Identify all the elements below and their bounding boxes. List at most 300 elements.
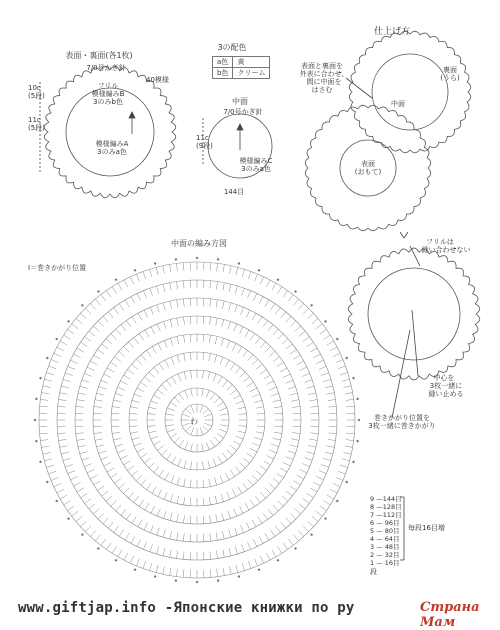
- stitch-mark: [124, 488, 130, 494]
- stitch-mark: [129, 426, 137, 427]
- stitch-mark: [321, 465, 329, 468]
- stitch-mark: [242, 269, 244, 277]
- middle-dim-a: 11c: [196, 134, 209, 142]
- finish-note-2: 外表に合わせ、: [300, 70, 349, 78]
- stitch-mark: [170, 513, 172, 521]
- row-count: 1 — 16目: [370, 560, 400, 567]
- stitch-mark: [121, 325, 126, 331]
- stitch-mark: [132, 364, 138, 369]
- stitch-mark: [203, 480, 204, 488]
- stitch-mark: [324, 335, 331, 339]
- stitch-mark: [254, 559, 257, 566]
- whipstitch-mark: [217, 258, 219, 260]
- stitch-mark: [328, 439, 336, 440]
- stitch-mark: [273, 329, 278, 335]
- stitch-mark: [309, 439, 317, 440]
- stitch-mark: [80, 386, 88, 388]
- stitch-mark: [132, 317, 136, 324]
- stitch-mark: [163, 284, 165, 292]
- stitch-mark: [277, 362, 284, 367]
- footer-url: www.giftjap.info -Японские книжки по ру: [18, 600, 355, 616]
- stitch-mark: [248, 272, 251, 280]
- stitch-mark: [238, 407, 246, 409]
- stitch-mark: [78, 393, 86, 395]
- stitch-mark: [203, 426, 209, 432]
- stitch-mark: [64, 501, 71, 505]
- stitch-mark: [308, 313, 314, 318]
- stitch-mark: [327, 393, 335, 395]
- stitch-mark: [215, 496, 217, 504]
- stitch-mark: [245, 330, 249, 337]
- stitch-mark: [46, 373, 54, 375]
- stitch-mark: [293, 299, 298, 305]
- stitch-mark: [213, 459, 216, 466]
- stitch-mark: [183, 299, 184, 307]
- stitch-mark: [77, 400, 85, 401]
- stitch-mark: [95, 400, 103, 402]
- chart-legend: I＝巻きかがり位置: [28, 264, 86, 272]
- stitch-mark: [255, 338, 260, 344]
- stitch-mark: [241, 525, 244, 532]
- stitch-mark: [240, 327, 244, 334]
- stitch-mark: [209, 497, 210, 505]
- stitch-mark: [313, 482, 320, 486]
- stitch-mark: [338, 471, 346, 474]
- stitch-mark: [204, 414, 211, 417]
- finish-note-4: はさむ: [312, 86, 333, 94]
- stitch-mark: [152, 487, 156, 494]
- middle-center-2: 3のみa色: [241, 165, 271, 173]
- stitch-mark: [257, 426, 265, 427]
- stitch-mark: [345, 446, 353, 447]
- stitch-mark: [111, 362, 118, 367]
- stitch-mark: [210, 533, 211, 541]
- stitch-mark: [271, 393, 279, 396]
- stitch-mark: [303, 337, 309, 342]
- stitch-mark: [319, 366, 326, 369]
- dim-top-a: 10c: [28, 84, 41, 92]
- stitch-mark: [143, 542, 146, 549]
- stitch-mark: [299, 504, 305, 509]
- stitch-mark: [223, 264, 224, 272]
- stitch-mark: [238, 487, 242, 494]
- stitch-mark: [131, 536, 135, 543]
- stitch-mark: [95, 439, 103, 441]
- stitch-mark: [217, 433, 224, 438]
- stitch-mark: [174, 397, 180, 403]
- whipstitch-mark: [238, 263, 240, 265]
- stitch-mark: [235, 528, 238, 536]
- stitch-mark: [119, 530, 124, 537]
- stitch-mark: [84, 464, 91, 467]
- stitch-mark: [340, 373, 348, 375]
- stitch-mark: [308, 393, 316, 395]
- stitch-mark: [97, 445, 105, 447]
- stitch-mark: [300, 367, 307, 370]
- stitch-mark: [167, 380, 172, 386]
- whipstitch-mark: [68, 518, 70, 520]
- stitch-mark: [229, 530, 231, 538]
- stitch-mark: [93, 509, 99, 514]
- stitch-mark: [305, 458, 313, 461]
- stitch-mark: [222, 513, 224, 521]
- stitch-mark: [119, 483, 125, 488]
- stitch-mark: [203, 370, 204, 378]
- stitch-mark: [186, 409, 192, 415]
- stitch-mark: [248, 542, 251, 549]
- stitch-mark: [125, 533, 129, 540]
- stitch-mark: [345, 393, 353, 394]
- stitch-mark: [264, 461, 271, 465]
- stitch-mark: [273, 438, 281, 440]
- stitch-mark: [256, 364, 262, 369]
- stitch-mark: [248, 291, 251, 298]
- assembled-inner-circle: [368, 268, 460, 360]
- stitch-mark: [101, 539, 106, 545]
- stitch-mark: [184, 335, 185, 343]
- stitch-mark: [268, 325, 273, 331]
- stitch-mark: [340, 465, 348, 467]
- colors-title: 3の配色: [217, 44, 246, 52]
- stitch-mark: [256, 471, 262, 476]
- stitch-mark: [234, 324, 237, 331]
- frill-label-1: フリル: [98, 82, 119, 90]
- stitch-mark: [277, 473, 284, 478]
- stitch-mark: [288, 295, 293, 301]
- stitch-mark: [342, 459, 350, 461]
- whip-note-2: 3枚一緒に巻きかがり: [368, 422, 435, 430]
- stitch-mark: [143, 561, 146, 569]
- stitch-mark: [278, 287, 282, 294]
- stitch-mark: [134, 496, 139, 502]
- frill-note-2: 縫い合わせない: [422, 246, 471, 254]
- stitch-mark: [81, 313, 87, 318]
- stitch-mark: [203, 462, 204, 470]
- stitch-mark: [222, 301, 224, 309]
- stitch-mark: [111, 413, 119, 414]
- stitch-mark: [190, 498, 191, 506]
- stitch-mark: [95, 299, 100, 305]
- stitch-mark: [316, 360, 323, 364]
- middle-bottom: 144目: [224, 188, 244, 196]
- stitch-mark: [225, 360, 229, 367]
- stitch-mark: [294, 355, 301, 359]
- stitch-mark: [167, 408, 174, 411]
- stitch-mark: [90, 361, 97, 365]
- stitch-mark: [183, 281, 184, 289]
- frill-label-2: 模様編みB: [92, 90, 125, 98]
- stitch-mark: [310, 406, 318, 407]
- stitch-mark: [293, 426, 301, 427]
- stitch-mark: [139, 334, 144, 341]
- stitch-mark: [58, 406, 66, 407]
- stitch-mark: [59, 439, 67, 440]
- stitch-mark: [203, 498, 204, 506]
- stitch-mark: [252, 520, 256, 527]
- stitch-mark: [170, 283, 172, 291]
- stitch-mark: [342, 379, 350, 381]
- whipstitch-mark: [325, 320, 327, 322]
- stitch-mark: [247, 453, 254, 458]
- stitch-mark: [143, 272, 146, 280]
- stitch-mark: [177, 496, 179, 504]
- stitch-mark: [278, 334, 284, 340]
- stitch-mark: [292, 406, 300, 407]
- stitch-mark: [177, 514, 179, 522]
- stitch-mark: [208, 461, 210, 469]
- front-back-title: [65, 52, 132, 60]
- stitch-mark: [248, 355, 253, 361]
- stitch-mark: [46, 465, 54, 467]
- stitch-mark: [252, 359, 258, 365]
- color-row: [213, 68, 270, 79]
- stitch-mark: [295, 326, 301, 331]
- stitch-mark: [255, 496, 260, 502]
- stitch-mark: [312, 516, 318, 521]
- stitch-mark: [94, 481, 101, 485]
- stitch-mark: [166, 414, 174, 416]
- whipstitch-mark: [238, 576, 240, 578]
- stitch-mark: [170, 338, 173, 346]
- stitch-mark: [103, 518, 108, 524]
- whipstitch-mark: [35, 440, 37, 442]
- stitch-mark: [286, 491, 292, 496]
- stitch-mark: [298, 304, 303, 310]
- stitch-mark: [115, 357, 121, 362]
- stitch-mark: [276, 308, 281, 314]
- stitch-mark: [115, 393, 123, 396]
- back-label-1: 裏面: [443, 66, 457, 74]
- front-back-stitches: 40模様: [146, 76, 169, 84]
- stitch-mark: [130, 432, 138, 434]
- stitch-mark: [191, 389, 193, 397]
- color-key: b色: [213, 68, 233, 79]
- stitch-mark: [272, 283, 276, 290]
- stitch-mark: [265, 347, 271, 353]
- stitch-mark: [275, 426, 283, 427]
- stitch-mark: [60, 446, 68, 448]
- stitch-mark: [114, 308, 119, 314]
- stitch-mark: [240, 506, 244, 513]
- stitch-mark: [183, 317, 184, 325]
- stitch-mark: [163, 266, 165, 274]
- front-back-count: (各1枚): [105, 51, 132, 60]
- stitch-mark: [216, 551, 217, 559]
- stitch-mark: [190, 316, 191, 324]
- stitch-mark: [203, 516, 204, 524]
- middle-center-1: 模様編みC: [240, 157, 273, 165]
- stitch-mark: [118, 450, 125, 453]
- stitch-mark: [118, 283, 122, 290]
- stitch-mark: [346, 433, 354, 434]
- stitch-mark: [265, 488, 271, 494]
- stitch-mark: [98, 486, 105, 491]
- stitch-mark: [74, 354, 81, 358]
- stitch-mark: [236, 436, 243, 439]
- stitch-mark: [51, 477, 58, 480]
- stitch-mark: [325, 452, 333, 454]
- stitch-mark: [149, 431, 157, 433]
- stitch-mark: [172, 377, 176, 384]
- stitch-mark: [269, 387, 276, 390]
- stitch-mark: [68, 471, 75, 474]
- stitch-mark: [216, 514, 218, 522]
- stitch-mark: [307, 342, 314, 347]
- stitch-mark: [165, 360, 169, 367]
- stitch-mark: [134, 338, 139, 344]
- stitch-mark: [157, 305, 160, 313]
- stitch-mark: [216, 282, 217, 290]
- stitch-mark: [137, 388, 144, 392]
- stitch-mark: [191, 405, 194, 412]
- stitch-mark: [44, 379, 52, 381]
- stitch-mark: [305, 380, 313, 383]
- stitch-mark: [206, 390, 209, 397]
- stitch-mark: [95, 535, 100, 541]
- chart-center: わ: [190, 418, 198, 426]
- stitch-mark: [316, 476, 323, 480]
- stitch-mark: [150, 544, 153, 552]
- stitch-mark: [101, 457, 108, 460]
- front-back-title-text: 表面・裏面: [65, 51, 105, 60]
- stitch-mark: [43, 453, 51, 455]
- stitch-mark: [204, 423, 211, 426]
- whipstitch-mark: [217, 580, 219, 582]
- stitch-mark: [76, 406, 84, 407]
- stitch-mark: [256, 407, 264, 409]
- stitch-mark: [106, 291, 111, 298]
- whipstitch-mark: [35, 398, 37, 400]
- stitch-mark: [210, 393, 215, 400]
- stitch-mark: [323, 379, 331, 381]
- stitch-mark: [221, 494, 224, 502]
- whipstitch-mark: [353, 461, 355, 463]
- stitch-mark: [210, 440, 215, 447]
- stitch-mark: [183, 263, 184, 271]
- stitch-mark: [269, 483, 275, 488]
- stitch-mark: [256, 432, 264, 434]
- row-count: 8 —128目: [370, 504, 402, 511]
- stitch-mark: [184, 497, 185, 505]
- finish-note-3: 間に中面を: [307, 78, 342, 86]
- stitch-mark: [223, 283, 225, 291]
- stitch-mark: [94, 406, 102, 407]
- stitch-mark: [144, 377, 150, 382]
- stitch-mark: [94, 355, 101, 359]
- row-count: 2 — 32目: [370, 552, 400, 559]
- stitch-mark: [41, 393, 49, 394]
- row-count: 5 — 80目: [370, 528, 400, 535]
- stitch-mark: [130, 556, 133, 563]
- stitch-mark: [61, 386, 69, 388]
- stitch-mark: [85, 308, 91, 314]
- stitch-mark: [217, 569, 218, 577]
- stitch-mark: [134, 443, 141, 446]
- stitch-mark: [310, 348, 317, 352]
- stitch-mark: [220, 357, 223, 364]
- stitch-mark: [113, 438, 121, 440]
- stitch-mark: [288, 539, 293, 545]
- stitch-mark: [235, 466, 240, 472]
- stitch-mark: [252, 313, 256, 320]
- stitch-mark: [149, 407, 157, 409]
- stitch-mark: [243, 350, 248, 357]
- stitch-mark: [170, 264, 171, 272]
- stitch-mark: [163, 303, 165, 311]
- stitch-mark: [218, 377, 222, 384]
- stitch-mark: [302, 373, 309, 376]
- stitch-mark: [210, 263, 211, 271]
- stitch-mark: [70, 476, 77, 480]
- stitch-mark: [126, 513, 131, 520]
- stitch-mark: [163, 566, 165, 574]
- stitch-mark: [149, 462, 155, 468]
- stitch-mark: [216, 318, 218, 326]
- whipstitch-mark: [40, 461, 42, 463]
- stitch-mark: [338, 366, 346, 369]
- stitch-mark: [183, 515, 184, 523]
- stitch-mark: [44, 459, 52, 461]
- stitch-mark: [154, 441, 161, 445]
- stitch-mark: [106, 339, 112, 344]
- stitch-mark: [137, 448, 144, 452]
- stitch-mark: [177, 282, 178, 290]
- stitch-mark: [210, 551, 211, 559]
- stitch-mark: [210, 281, 211, 289]
- stitch-mark: [179, 393, 184, 400]
- stitch-mark: [274, 407, 282, 408]
- stitch-mark: [236, 401, 243, 404]
- stitch-mark: [106, 543, 111, 550]
- stitch-mark: [137, 539, 141, 546]
- stitch-mark: [273, 478, 279, 483]
- stitch-mark: [209, 335, 210, 343]
- stitch-mark: [217, 402, 224, 407]
- stitch-mark: [106, 496, 112, 501]
- whipstitch-mark: [97, 291, 99, 293]
- stitch-mark: [118, 550, 122, 557]
- row-count: 4 — 64目: [370, 536, 400, 543]
- stitch-mark: [141, 453, 148, 458]
- stitch-mark: [283, 374, 290, 378]
- stitch-mark: [290, 321, 296, 327]
- stitch-mark: [227, 492, 230, 499]
- stitch-mark: [234, 509, 237, 516]
- stitch-mark: [245, 503, 249, 510]
- stitch-mark: [328, 406, 336, 407]
- stitch-mark: [210, 317, 211, 325]
- stitch-mark: [40, 433, 48, 434]
- stitch-mark: [252, 394, 259, 397]
- stitch-mark: [150, 288, 153, 296]
- stitch-mark: [297, 361, 304, 365]
- row-count: 9 —144目: [370, 496, 402, 503]
- stitch-mark: [125, 300, 129, 307]
- stitch-mark: [59, 400, 67, 401]
- stitch-mark: [154, 466, 159, 472]
- stitch-mark: [115, 444, 123, 447]
- whipstitch-mark: [277, 279, 279, 281]
- front-label-2: (おもて): [355, 168, 381, 176]
- dim-top-b: (5段): [28, 92, 45, 100]
- whipstitch-mark: [258, 269, 260, 271]
- stitch-mark: [80, 452, 88, 454]
- stitch-mark: [290, 445, 298, 447]
- whipstitch-mark: [295, 291, 297, 293]
- stitch-mark: [221, 414, 229, 416]
- whipstitch-mark: [97, 548, 99, 550]
- stitch-mark: [313, 354, 320, 358]
